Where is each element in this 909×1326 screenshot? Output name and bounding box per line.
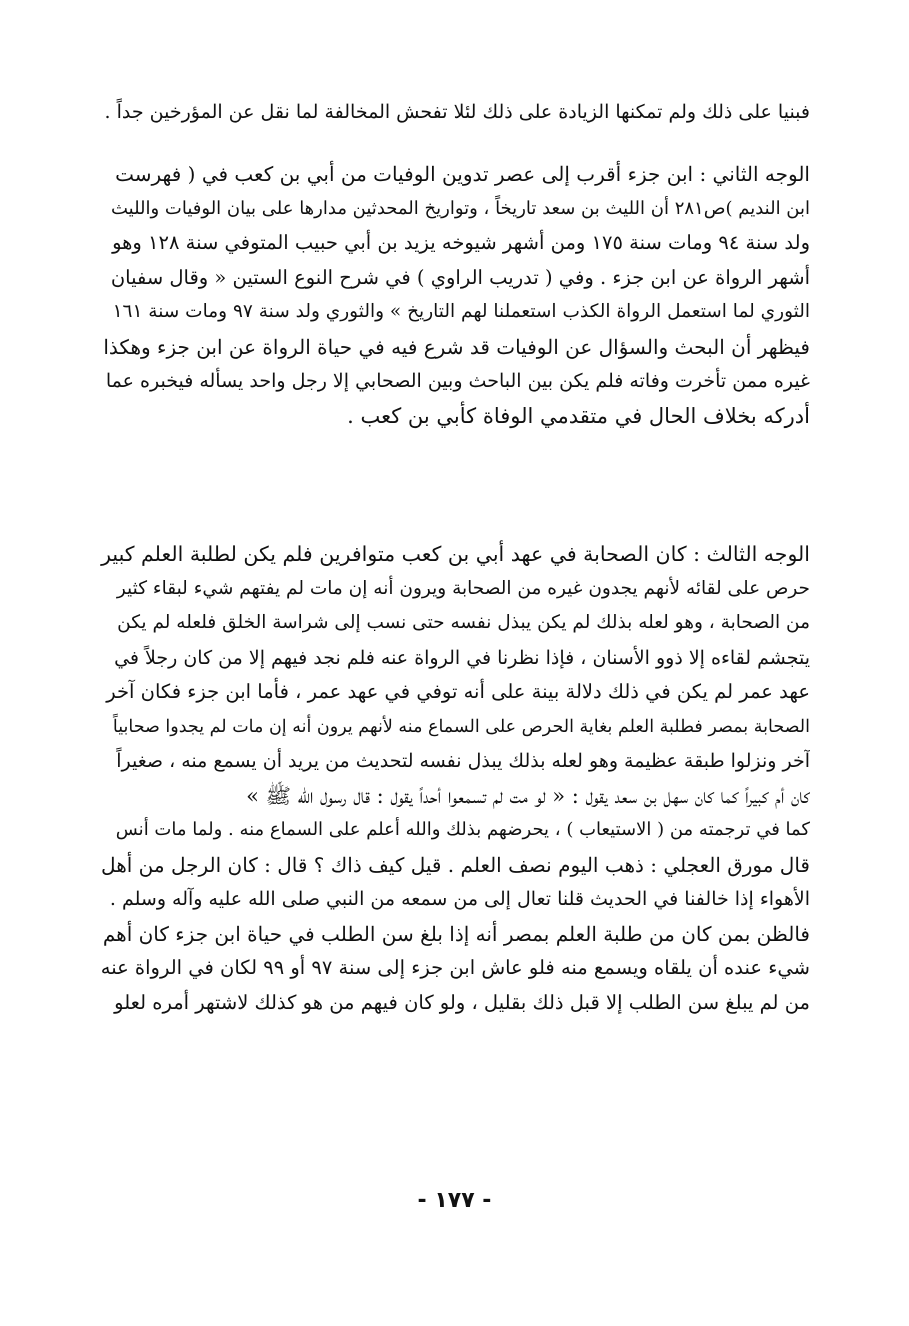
text-line: أشهر الرواة عن ابن جزء . وفي ( تدريب الراوي ) في شرح النوع الستين « وقال سفيان — [110, 265, 810, 289]
text-line: ولد سنة ٩٤ ومات سنة ١٧٥ ومن أشهر شيوخه يزيد بن أبي حبيب المتوفي سنة ١٢٨ وهو — [112, 231, 810, 254]
text-line: شيء عنده أن يلقاه ويسمع منه فلو عاش ابن جزء إلى سنة ٩٧ أو ٩٩ لكان في الرواة عنه — [100, 956, 810, 979]
text-line: آخر ونزلوا طبقة عظيمة وهو لعله بذلك يبذل نفسه لتحديث من يريد أن يسمع منه ، صغيراً — [116, 750, 810, 772]
text-line: من الصحابة ، وهو لعله بذلك لم يكن يبذل نفسه حتى نسب إلى شراسة الخلق فلعله لم يكن — [117, 612, 810, 633]
page-number: - ١٧٧ - — [417, 1188, 492, 1213]
text-line: كان أم كبيراً كما كان سهل بن سعد يقول : « لو مت لم تسمعوا أحداً يقول : قال رسول الله ﷺ » — [246, 783, 810, 808]
paragraph-third-aspect — [100, 537, 810, 1020]
text-line: فيظهر أن البحث والسؤال عن الوفيات قد شرع فيه في حياة الرواة عن ابن جزء وهكذا — [103, 334, 810, 359]
text-line: غيره ممن تأخرت وفاته فلم يكن بين الباحث وبين الصحابي إلا رجل واحد يسأله فيخبره عما — [105, 370, 810, 392]
text-line: حرص على لقائه لأنهم يجدون غيره من الصحابة ويرون أنه إن مات لم يفتهم شيء لبقاء كثير — [116, 577, 810, 599]
text-line: قال مورق العجلي : ذهب اليوم نصف العلم . قيل كيف ذاك ؟ قال : كان الرجل من أهل — [101, 852, 810, 877]
text-line: الوجه الثاني : ابن جزء أقرب إلى عصر تدوين الوفيات من أبي بن كعب في ( فهرست — [115, 162, 810, 186]
text-line: من لم يبلغ سن الطلب إلا قبل ذلك بقليل ، ولو كان فيهم من هو كذلك لاشتهر أمره لعلو — [114, 990, 810, 1014]
text-line: يتجشم لقاءه إلا ذوو الأسنان ، فإذا نظرنا في الرواة عنه فلم نجد فيهم إلا من كان رجلاً في — [114, 646, 810, 669]
text-line: عهد عمر لم يكن في ذلك دلالة بينة على أنه توفي في عهد عمر ، فأما ابن جزء فكان آخر — [106, 680, 810, 703]
text-line: الثوري لما استعمل الرواة الكذب استعملنا لهم التاريخ » والثوري ولد سنة ٩٧ ومات سنة ١٦١ — [112, 301, 810, 322]
paragraph-second-aspect — [100, 157, 810, 433]
text-line: الصحابة بمصر فطلبة العلم بغاية الحرص على السماع منه لأنهم يرون أنه إن مات لم يجدوا صحابياً — [112, 716, 810, 737]
text-line: فبنيا على ذلك ولم تمكنها الزيادة على ذلك لئلا تفحش المخالفة لما نقل عن المؤرخين جداً . — [104, 101, 810, 123]
text-line: فالظن بمن كان من طلبة العلم بمصر أنه إذا بلغ سن الطلب في حياة ابن جزء كان أهم — [102, 921, 810, 946]
text-line: كما في ترجمته من ( الاستيعاب ) ، يحرضهم بذلك والله أعلم على السماع منه . ولما مات أنس — [115, 819, 810, 840]
text-line: الوجه الثالث : كان الصحابة في عهد أبي بن كعب متوافرين فلم يكن لطلبة العلم كبير — [101, 542, 810, 566]
text-line: ابن النديم )ص٢٨١ أن الليث بن سعد تاريخاً ، وتواريخ المحدثين مدارها على بيان الوفيات والليث — [110, 197, 810, 219]
paragraph-intro — [100, 95, 810, 130]
text-line: أدركه بخلاف الحال في متقدمي الوفاة كأبي بن كعب . — [347, 403, 810, 428]
text-line: الأهواء إذا خالفنا في الحديث قلنا تعال إلى من سمعه من النبي صلى الله عليه وآله وسلم . — [109, 888, 810, 910]
